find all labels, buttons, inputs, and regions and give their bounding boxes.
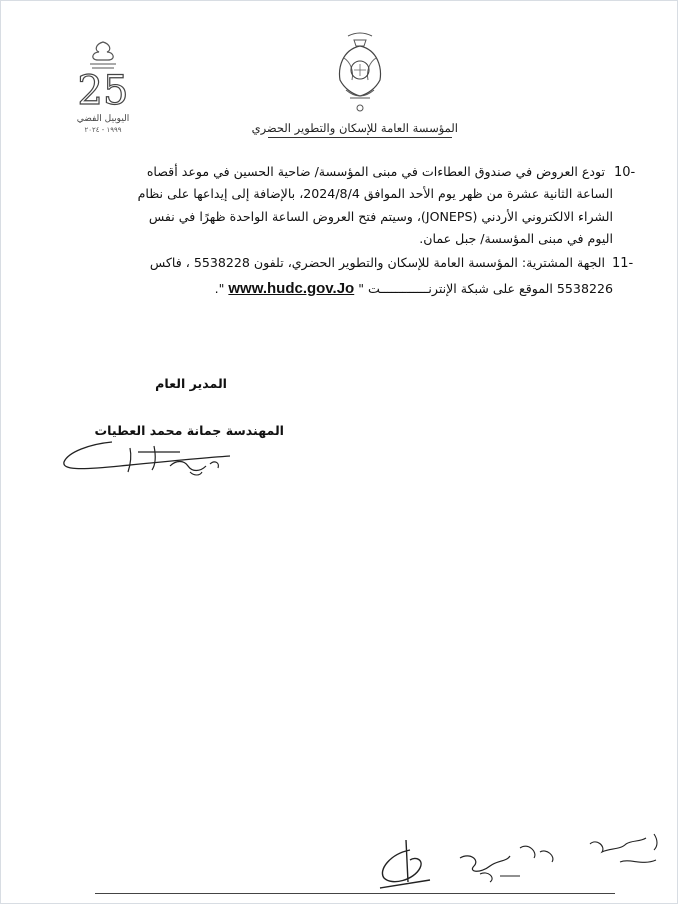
handwritten-notes bbox=[370, 830, 670, 890]
jubilee-years: ١٩٩٩ - ٢٠٢٤ bbox=[84, 126, 122, 134]
silver-jubilee-logo bbox=[72, 38, 134, 133]
organization-name: المؤسسة العامة للإسكان والتطوير الحضري bbox=[251, 121, 458, 135]
crest-icon bbox=[330, 28, 390, 118]
jubilee-caption: اليوبيل الفضي bbox=[76, 114, 130, 124]
item-line: اليوم في مبنى المؤسسة/ جبل عمان. bbox=[419, 231, 613, 246]
handwritten-signature bbox=[60, 436, 240, 486]
website-link[interactable]: www.hudc.gov.Jo bbox=[228, 280, 355, 297]
svg-text:25: 25 bbox=[77, 68, 129, 114]
item-number: 11- bbox=[612, 256, 634, 271]
item-line bbox=[70, 280, 613, 297]
item-number: 10- bbox=[614, 165, 636, 180]
signatory-name: المهندسة جمانة محمد العطيات bbox=[94, 423, 284, 438]
item-line-text: 5538226 الموقع على شبكة الإنترنـــــــــــــت " bbox=[358, 281, 613, 296]
item-line: تودع العروض في صندوق العطاءات في مبنى المؤسسة/ ضاحية الحسين في موعد أقصاه bbox=[146, 164, 605, 179]
item-line: الشراء الالكتروني الأردني (JONEPS)، وسيتم فتح العروض الساعة الواحدة ظهرًا في نفس bbox=[148, 209, 613, 224]
url-suffix: ". bbox=[214, 281, 225, 296]
jubilee-emblem-icon bbox=[72, 38, 134, 118]
organization-underline bbox=[268, 137, 452, 138]
footer-rule bbox=[95, 893, 615, 894]
item-line: الجهة المشترية: المؤسسة العامة للإسكان والتطوير الحضري، تلفون 5538228 ، فاكس bbox=[149, 255, 605, 270]
royal-crest-logo bbox=[330, 28, 390, 128]
signatory-title: المدير العام bbox=[155, 376, 227, 391]
item-line: الساعة الثانية عشرة من ظهر يوم الأحد الموافق 2024/8/4، بالإضافة إلى إيداعها على نظام bbox=[137, 186, 613, 201]
